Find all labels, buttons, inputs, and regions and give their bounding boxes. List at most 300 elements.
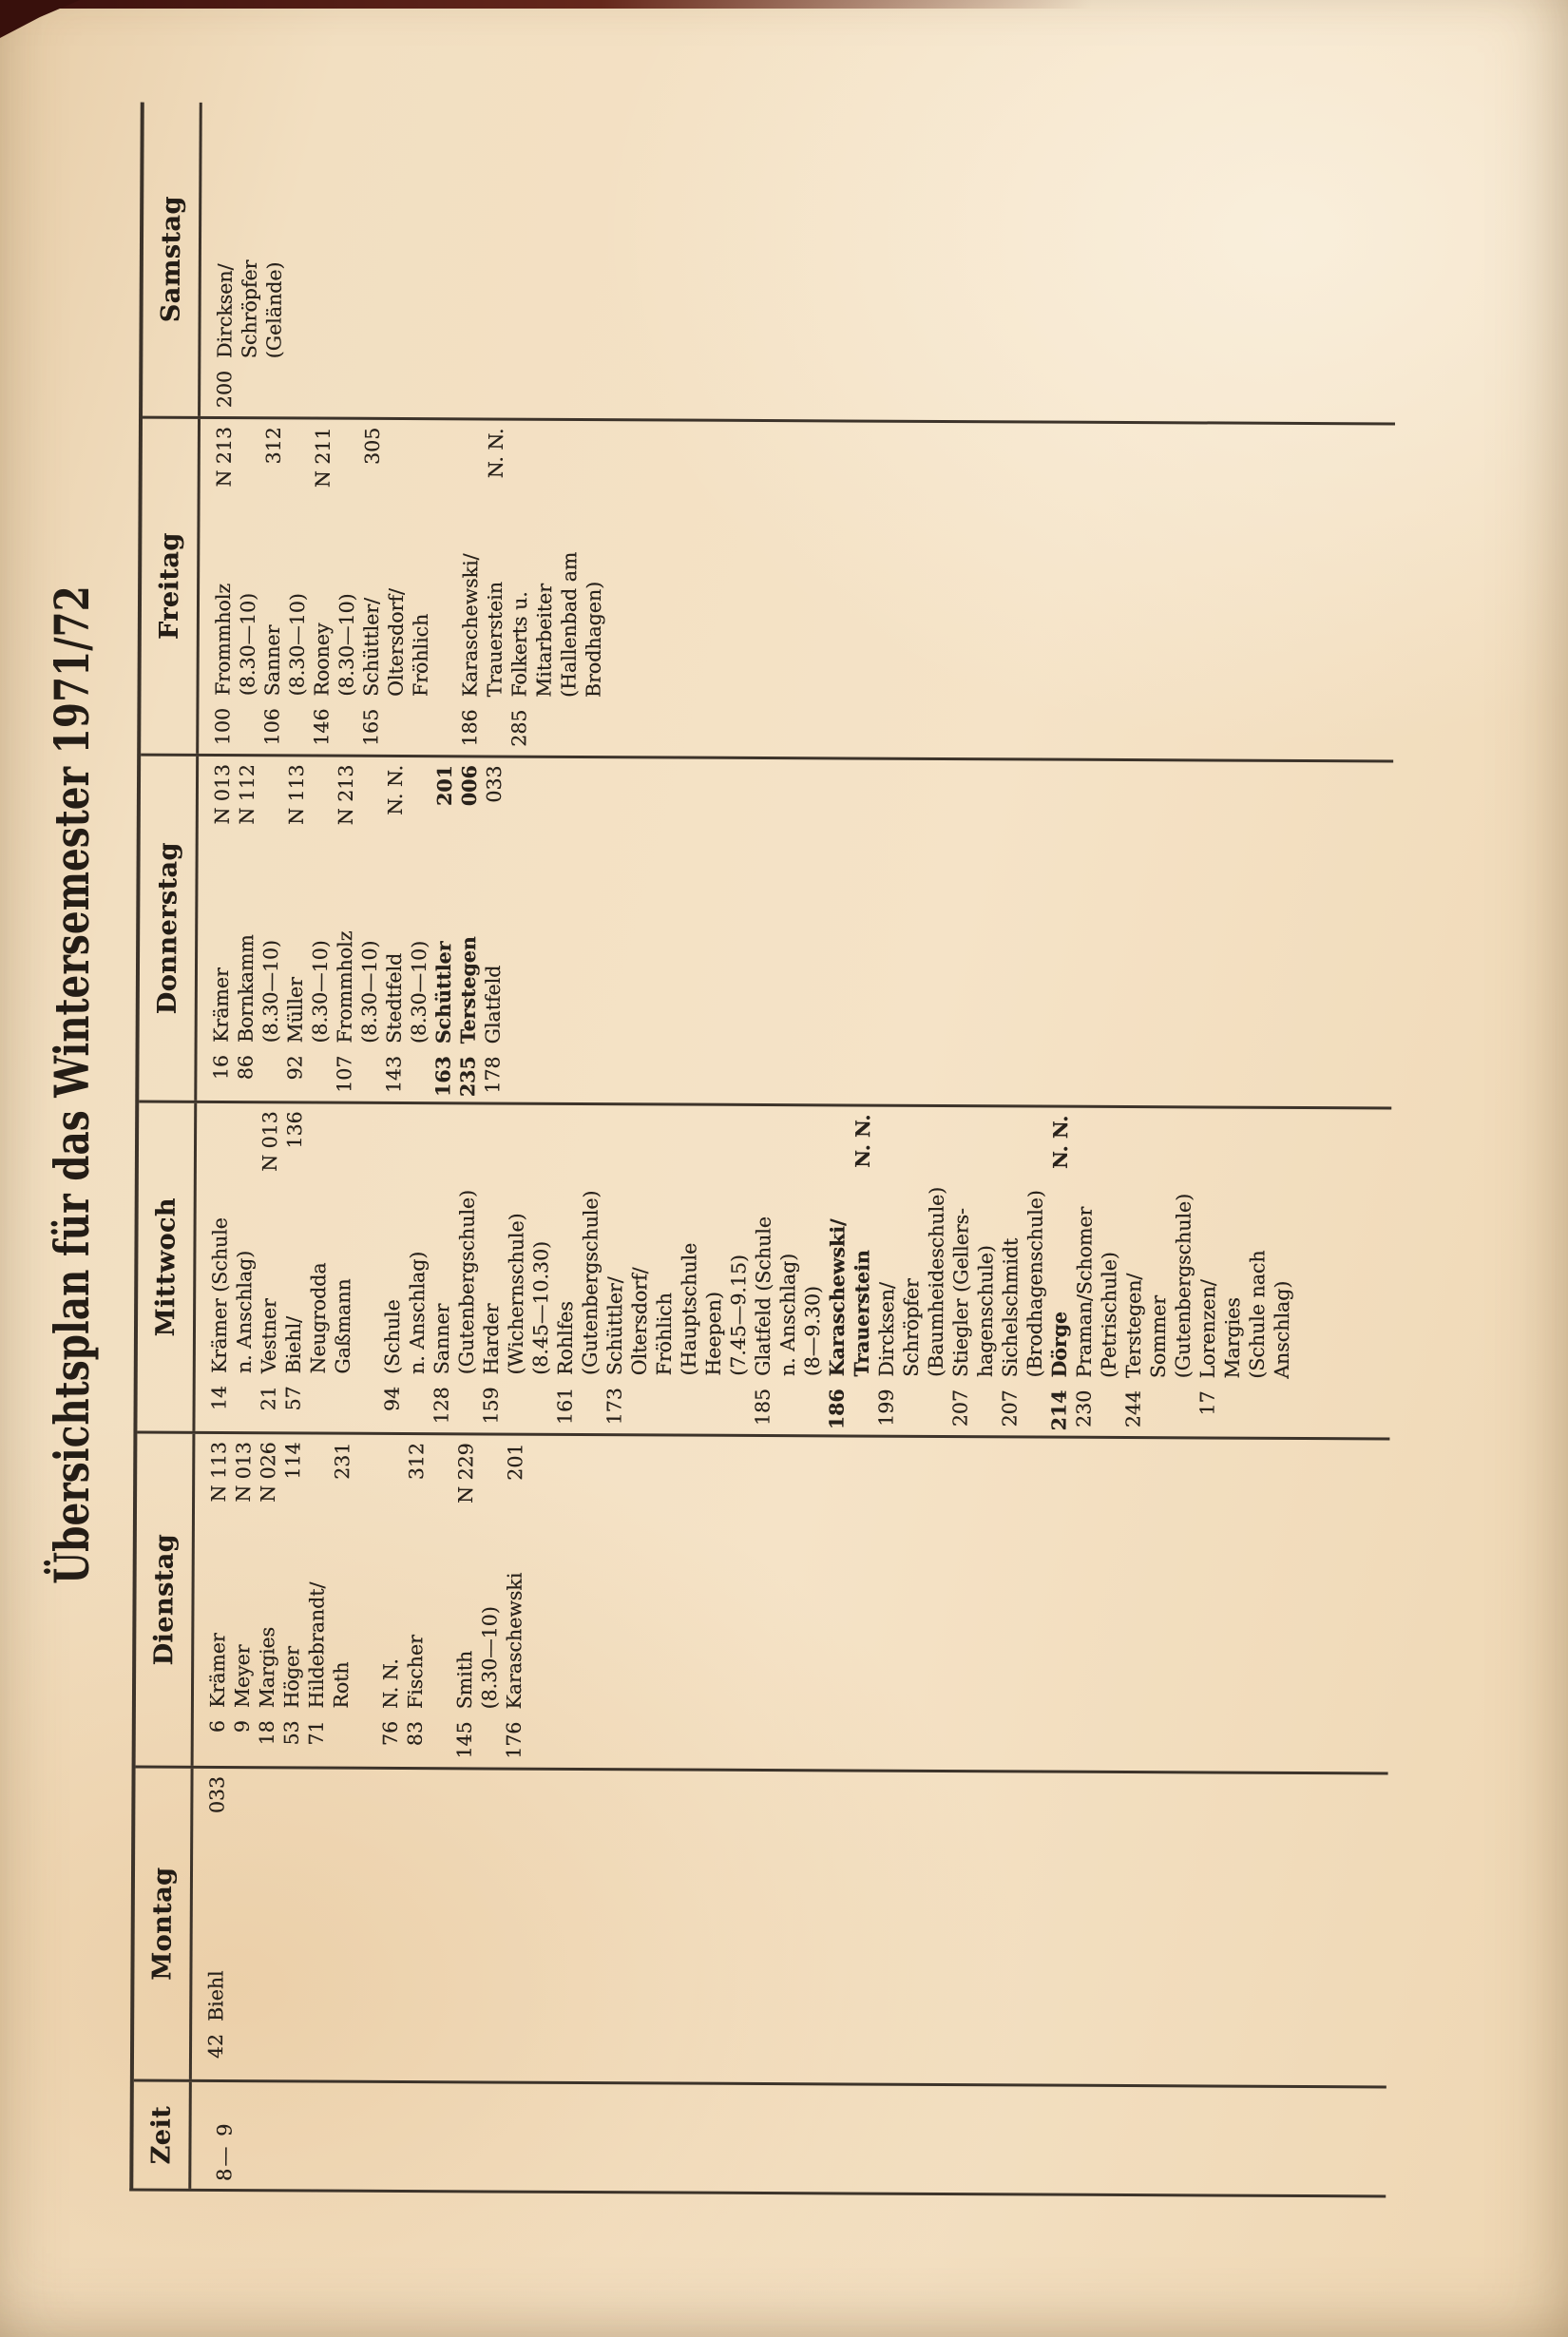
room-number [974, 1107, 999, 1115]
entry-text: Margies [255, 1626, 279, 1709]
entry-line [824, 1106, 851, 1434]
entry-text: (8.45—10.30) [528, 1240, 553, 1375]
entry-line [430, 757, 457, 1101]
course-number: 86 [234, 1055, 258, 1081]
entry-text: Heepen) [701, 1292, 726, 1376]
room-number [875, 1107, 900, 1115]
entry-text: Mitarbeiter [532, 583, 557, 698]
course-number [284, 708, 309, 754]
course-number [261, 371, 286, 416]
entry-line [305, 1103, 332, 1431]
room-number: N 113 [284, 764, 309, 826]
entry-text: N. N. [378, 1658, 403, 1710]
entry-text: Lorenzen/ [1195, 1279, 1220, 1379]
entry-line [237, 103, 263, 416]
entry-line [774, 1106, 801, 1434]
entry-line [304, 1434, 331, 1766]
course-number: 163 [431, 1056, 455, 1098]
course-number: 6 [205, 1719, 229, 1734]
room-number [208, 1103, 233, 1111]
room-number: 006 [457, 765, 482, 807]
course-number: 9 [230, 1720, 254, 1734]
entry-line [261, 103, 288, 416]
montag-entries [192, 1769, 230, 2079]
entry-text: Neugrodda [306, 1262, 331, 1374]
entry-text: (Gutenbergschule) [1171, 1193, 1195, 1379]
room-number [379, 1435, 404, 1443]
entry-line [1022, 1107, 1048, 1435]
entry-line [235, 419, 261, 754]
room-number: 114 [281, 1442, 305, 1480]
room-number [1271, 1109, 1295, 1117]
entry-text: Sichelschmidt [998, 1237, 1023, 1378]
entry-text: (Gutenbergschule) [578, 1190, 602, 1376]
entry-line [212, 103, 239, 416]
entry-text: Krämer (Schule [207, 1217, 232, 1374]
entry-text: Schröpfer [238, 259, 261, 359]
entry-line [478, 1104, 505, 1432]
column-header-freitag: Freitag [141, 419, 201, 754]
time-value: 8— 9 [213, 2121, 237, 2182]
entry-text: Fröhlich [652, 1293, 677, 1376]
zeit-body [191, 2082, 238, 2189]
course-number: 173 [602, 1388, 626, 1426]
course-number [1096, 1390, 1120, 1436]
room-number [776, 1106, 801, 1114]
room-number [529, 1105, 554, 1113]
entry-text: Rooney [310, 623, 334, 697]
course-number: 18 [255, 1720, 278, 1746]
entry-line [1046, 1108, 1073, 1436]
entry-line [1195, 1108, 1221, 1436]
entry-text: Schüttler [431, 941, 456, 1044]
blank-line [428, 1435, 454, 1767]
room-number [214, 103, 239, 110]
room-number: 201 [432, 765, 457, 807]
entry-line [503, 1105, 529, 1433]
course-number [453, 1387, 478, 1432]
room-number [410, 420, 434, 428]
room-number [579, 1105, 603, 1113]
blank-line [354, 1104, 381, 1432]
entry-line [849, 1106, 875, 1434]
entry-line [381, 757, 408, 1101]
entry-text: Sommer [1146, 1294, 1171, 1379]
course-number: 186 [458, 709, 482, 747]
room-number: N 026 [257, 1442, 280, 1503]
room-number [430, 1104, 455, 1112]
entry-line [379, 1104, 406, 1432]
room-number [583, 421, 607, 429]
entry-line [206, 1103, 233, 1431]
room-number [480, 1104, 505, 1112]
entry-text: Meyer [230, 1644, 255, 1709]
room-number [678, 1106, 702, 1114]
entry-line [1120, 1108, 1147, 1436]
room-number: N. N. [851, 1114, 875, 1168]
room-number: N 112 [235, 764, 259, 825]
course-number [923, 1389, 947, 1435]
entry-line [309, 419, 335, 754]
entry-line [799, 1106, 826, 1434]
course-number [972, 1389, 997, 1435]
course-number: 145 [452, 1721, 476, 1759]
course-number [531, 710, 556, 756]
room-number [1098, 1108, 1122, 1116]
entry-line [256, 1103, 282, 1431]
room-number [233, 1103, 258, 1111]
entry-text: Sanner [430, 1303, 454, 1375]
entry-text: Margies [1220, 1297, 1245, 1379]
column-freitag [141, 416, 1395, 760]
course-number: 143 [382, 1055, 406, 1094]
entry-text: (8—9.30) [800, 1286, 825, 1377]
room-number [900, 1107, 925, 1115]
entry-text: Glatfeld [481, 965, 506, 1044]
entry-text: Trauerstein [850, 1250, 874, 1377]
column-header-dienstag: Dienstag [136, 1434, 196, 1766]
entry-text: (8.30—10) [258, 939, 283, 1044]
room-number: 312 [261, 427, 285, 465]
entry-text: Roth [329, 1661, 354, 1709]
entry-line [258, 757, 284, 1101]
room-number: N 229 [454, 1443, 478, 1504]
course-number: 235 [456, 1056, 480, 1098]
entry-line [408, 420, 434, 755]
entry-line [455, 757, 482, 1101]
entry-text: Karaschewski/ [825, 1218, 850, 1377]
room-number: N 213 [212, 426, 236, 488]
entry-text: (Gutenbergschule) [454, 1189, 479, 1375]
entry-line [231, 1103, 258, 1431]
course-number: 128 [430, 1387, 453, 1425]
entry-text: Brodhagen) [582, 581, 606, 699]
course-number: 100 [211, 707, 235, 746]
entry-text: Oltersdorf/ [384, 588, 409, 698]
entry-text: Krämer [205, 1633, 230, 1709]
room-number [478, 1435, 503, 1443]
column-mittwoch [137, 1101, 1391, 1438]
room-number [335, 420, 360, 428]
room-number [653, 1105, 678, 1113]
entry-line [552, 1105, 579, 1433]
entry-line [577, 1105, 603, 1433]
entry-text: Stedtfeld [382, 952, 407, 1044]
course-number [503, 1388, 527, 1433]
room-number [702, 1106, 727, 1114]
entry-text: Hildebrandt/ [304, 1581, 329, 1709]
room-number [1122, 1108, 1147, 1116]
entry-line [1244, 1109, 1271, 1437]
room-number [949, 1107, 974, 1115]
room-number [1172, 1108, 1196, 1116]
entry-line [330, 1104, 356, 1432]
entry-text: Schröpfer [899, 1278, 924, 1377]
room-number [628, 1105, 653, 1113]
column-header-donnerstag: Donnerstag [139, 757, 199, 1101]
entry-text: Oltersdorf/ [627, 1267, 652, 1376]
room-number: 136 [283, 1111, 307, 1149]
room-number [263, 103, 288, 110]
entry-text: Fröhlich [409, 613, 432, 698]
room-number: N 013 [210, 763, 235, 825]
entry-text: (Wichernschule) [504, 1213, 528, 1375]
entry-text: (8.30—10) [357, 940, 382, 1044]
course-number [676, 1389, 700, 1434]
entry-line [378, 1435, 405, 1767]
entry-text: Frommholz [211, 583, 236, 697]
entry-text: Rohlfes [553, 1301, 578, 1375]
entry-line [205, 1434, 232, 1766]
entry-text: Folkerts u. [507, 591, 532, 698]
course-number [334, 709, 358, 755]
entry-text: (8.30—10) [285, 593, 310, 697]
course-number: 186 [825, 1389, 849, 1430]
room-number [533, 421, 558, 429]
course-number [898, 1389, 923, 1435]
entry-line [477, 1435, 504, 1767]
course-number [725, 1389, 750, 1434]
entry-text: (7.45—9.15) [726, 1255, 751, 1376]
entry-line [502, 1436, 528, 1768]
room-number [1246, 1109, 1271, 1117]
course-number [774, 1389, 799, 1434]
course-number [237, 371, 261, 416]
column-header-mittwoch: Mittwoch [137, 1103, 197, 1431]
course-number: 76 [378, 1720, 402, 1747]
room-number [727, 1106, 752, 1114]
entry-text: (Petrischule) [1097, 1252, 1121, 1378]
room-number: N 013 [232, 1442, 256, 1503]
room-number [307, 1103, 332, 1111]
column-montag [134, 1766, 1388, 2086]
entry-text: (8.30—10) [407, 940, 431, 1044]
course-number [356, 1056, 381, 1101]
entry-line [284, 419, 311, 754]
entry-text: (8.30—10) [236, 592, 260, 697]
room-number: 033 [205, 1775, 229, 1814]
course-number: 159 [479, 1387, 503, 1425]
entry-line [923, 1107, 949, 1435]
room-number [1221, 1109, 1246, 1117]
room-number [459, 420, 484, 428]
course-number [1269, 1391, 1293, 1437]
column-zeit [133, 2079, 1386, 2195]
room-number [1147, 1108, 1172, 1116]
entry-text: Karaschewski/ [458, 553, 483, 698]
entry-text: (8.30—10) [335, 593, 359, 697]
entry-line [334, 420, 360, 755]
entry-line [626, 1105, 653, 1433]
entry-line [997, 1107, 1023, 1435]
course-number: 71 [304, 1720, 328, 1746]
course-number [307, 1055, 332, 1101]
course-number: 200 [213, 370, 237, 409]
entry-text: Praman/Schomer [1072, 1206, 1097, 1378]
course-number: 244 [1121, 1389, 1145, 1428]
course-number [1244, 1391, 1269, 1437]
course-number: 285 [507, 709, 531, 747]
room-number [455, 1104, 480, 1112]
entry-line [203, 1769, 230, 2079]
entry-text: Glatfeld (Schule [751, 1216, 775, 1377]
room-number: N 013 [258, 1111, 282, 1172]
course-number: 185 [751, 1388, 774, 1427]
entry-line [482, 420, 508, 755]
course-number [527, 1388, 552, 1433]
course-number: 14 [207, 1385, 231, 1411]
room-number [358, 757, 383, 765]
entry-text: Terstegen/ [1121, 1273, 1146, 1379]
room-number [237, 419, 261, 427]
room-number: 305 [360, 427, 384, 466]
course-number: 165 [359, 708, 383, 747]
course-number [330, 1387, 354, 1432]
course-number [482, 709, 507, 755]
room-number: N. N. [383, 764, 408, 815]
course-number: 57 [281, 1386, 305, 1411]
column-dienstag [136, 1431, 1390, 1772]
entry-line [1269, 1109, 1295, 1437]
column-donnerstag [139, 754, 1393, 1107]
entry-text: Müller [283, 977, 307, 1044]
entry-text: (Brodhagenschule) [1023, 1190, 1047, 1378]
entry-text: Trauerstein [483, 581, 507, 698]
entry-text: (Baumheideschule) [924, 1186, 948, 1378]
entry-line [480, 757, 507, 1101]
room-number [505, 1105, 529, 1113]
room-number [826, 1106, 851, 1114]
entry-text: (8.30—10) [477, 1606, 502, 1710]
entry-text: n. Anschlag) [775, 1253, 800, 1377]
entry-text: Krämer [209, 967, 233, 1044]
course-number: 161 [553, 1387, 577, 1426]
course-number [651, 1388, 676, 1433]
room-number [1073, 1108, 1098, 1116]
room-number: N 213 [334, 764, 358, 826]
entry-line [1071, 1108, 1098, 1436]
room-number [286, 419, 311, 427]
entry-line [329, 1435, 355, 1767]
entry-line [452, 1435, 479, 1767]
entry-text: Frommholz [333, 930, 357, 1044]
course-number: 199 [874, 1389, 898, 1427]
entry-line [383, 420, 410, 755]
entry-text: Höger [279, 1646, 304, 1709]
course-number: 230 [1072, 1389, 1096, 1427]
room-number: 231 [331, 1442, 354, 1480]
entry-line [403, 1435, 430, 1767]
entry-text: Karaschewski [502, 1572, 526, 1710]
entry-text: Biehl [204, 1970, 228, 2022]
entry-line [210, 419, 237, 754]
course-number: 176 [502, 1721, 526, 1759]
entry-text: Sanner [260, 624, 284, 697]
course-number: 94 [380, 1386, 404, 1412]
course-number [231, 1386, 256, 1431]
room-number [558, 421, 583, 429]
entry-line [457, 420, 484, 755]
entry-line [233, 757, 259, 1101]
entry-text: n. Anschlag) [405, 1251, 430, 1375]
course-number [799, 1389, 824, 1434]
entry-text: Dörge [1047, 1311, 1072, 1378]
entry-line [282, 757, 309, 1101]
entry-line [602, 1105, 628, 1433]
entry-line [332, 757, 358, 1101]
course-number [406, 1056, 430, 1101]
page-title-text: Übersichtsplan für das Wintersemester 1971/72 [44, 585, 100, 1584]
course-number: 53 [279, 1720, 303, 1746]
samstag-entries [201, 103, 288, 416]
course-number [849, 1389, 873, 1434]
blank-line [354, 1435, 380, 1767]
course-number [408, 709, 432, 755]
course-number [556, 710, 581, 756]
entry-line [1170, 1108, 1196, 1436]
room-number [925, 1107, 949, 1115]
dienstag-entries [194, 1434, 528, 1768]
blank-line [432, 420, 459, 755]
room-number [332, 1104, 356, 1112]
course-number: 107 [333, 1055, 356, 1093]
room-number: N. N. [1048, 1115, 1073, 1169]
entry-line [651, 1105, 678, 1433]
entry-text: Anschlag) [1270, 1280, 1294, 1379]
entry-text: Bornkamm [234, 934, 258, 1044]
entry-text: Gaßmann [331, 1278, 355, 1374]
course-number: 42 [203, 2033, 228, 2059]
entry-line [947, 1107, 974, 1435]
timetable [129, 103, 1396, 2198]
entry-text: Fischer [403, 1635, 428, 1710]
entry-line [1145, 1108, 1172, 1436]
room-number: N 211 [311, 427, 335, 488]
course-number: 214 [1047, 1389, 1071, 1431]
course-number: 16 [209, 1054, 233, 1081]
entry-line [898, 1107, 925, 1435]
entry-text: Terstegen [456, 936, 481, 1044]
entry-line [725, 1106, 752, 1434]
entry-text: Dircksen/ [874, 1282, 899, 1377]
entry-text: Dircksen/ [213, 263, 237, 359]
room-number [406, 1104, 430, 1112]
course-number [383, 709, 408, 755]
room-number [508, 421, 533, 429]
entry-text: (Schule nach [1245, 1250, 1270, 1379]
room-number [801, 1106, 826, 1114]
entry-line [453, 1104, 480, 1432]
course-number [626, 1388, 651, 1433]
entry-text: Harder [479, 1303, 504, 1375]
course-number [235, 708, 259, 754]
page-title [44, 42, 100, 2128]
room-number [1196, 1108, 1221, 1116]
entry-line [750, 1106, 776, 1434]
course-number: 207 [948, 1389, 972, 1427]
room-number [259, 757, 284, 764]
entry-line [404, 1104, 430, 1432]
room-number: N 113 [207, 1441, 231, 1503]
mittwoch-entries [195, 1103, 1295, 1437]
column-header-samstag: Samstag [143, 103, 202, 416]
course-number [404, 1387, 429, 1432]
entry-line [972, 1107, 999, 1435]
entry-text: (Gelände) [262, 261, 286, 359]
entry-line [259, 419, 286, 754]
entry-line [208, 757, 235, 1101]
room-number: 312 [405, 1443, 429, 1481]
